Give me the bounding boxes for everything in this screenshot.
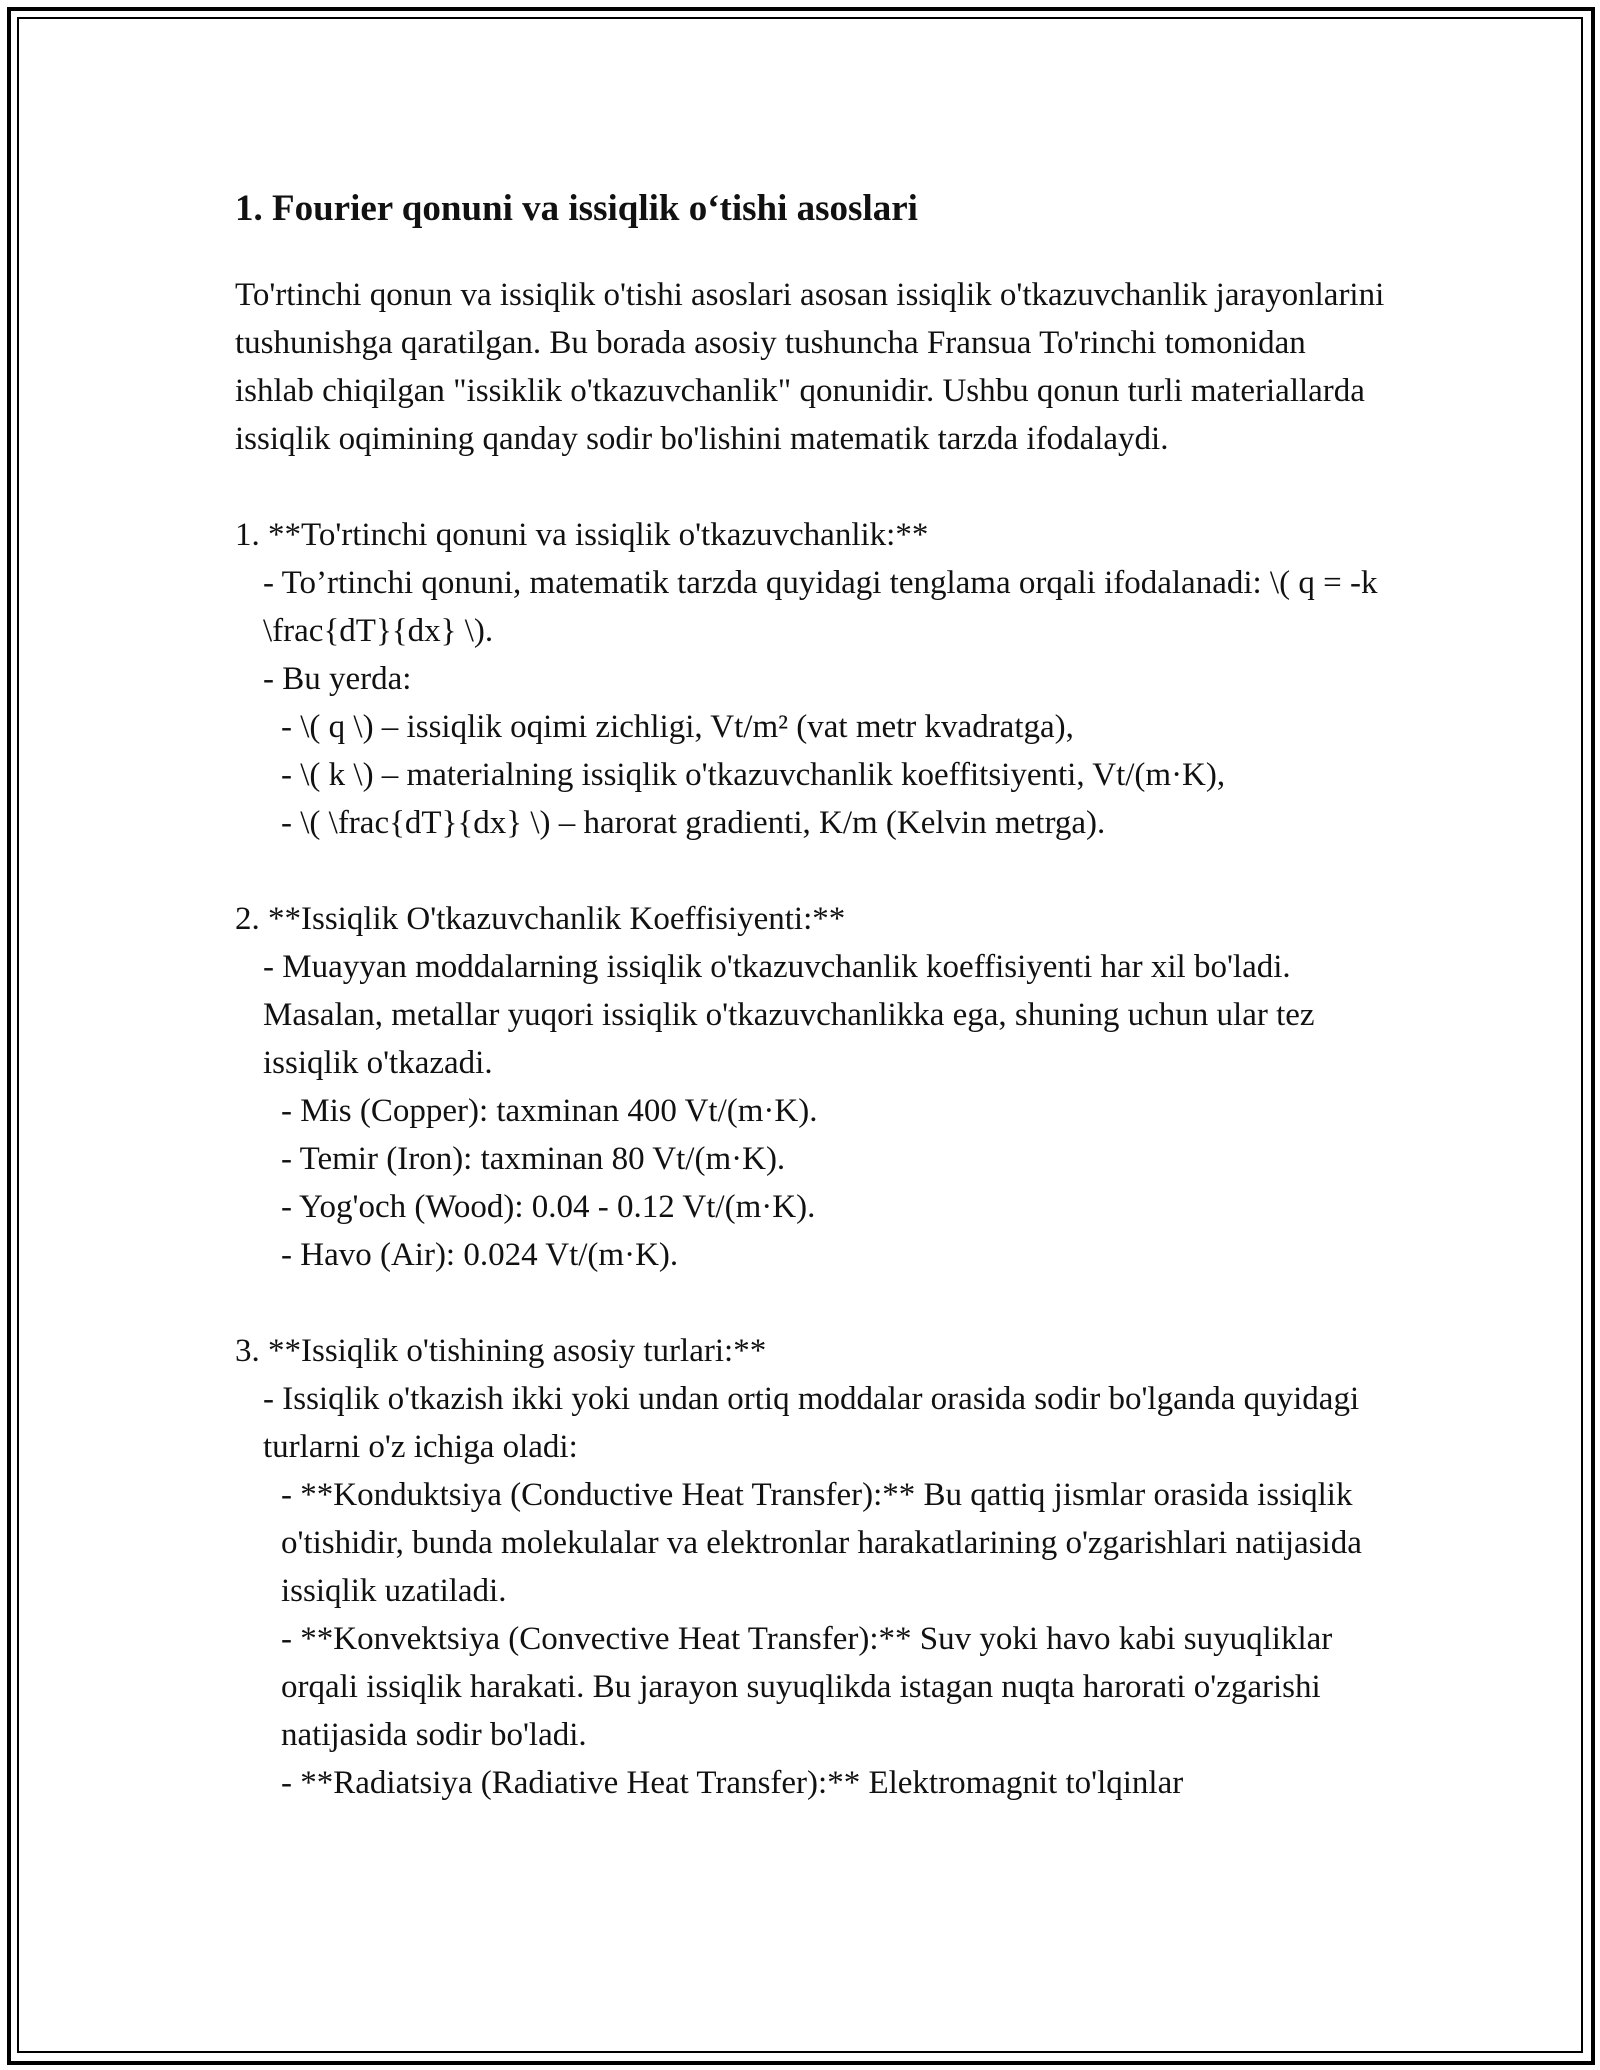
section-subline: - \( \frac{dT}{dx} \) – harorat gradienti, K/m (Kelvin metrga). [281,805,1106,841]
document-body [235,185,1385,1855]
section-line: - Bu yerda: [263,661,412,697]
section-subline: - Mis (Copper): taxminan 400 Vt/(m·K). [281,1093,818,1129]
section-subline: - \( q \) – issiqlik oqimi zichligi, Vt/m² (vat metr kvadratga), [281,709,1074,745]
section-subline: - Yog'och (Wood): 0.04 - 0.12 Vt/(m·K). [281,1189,816,1225]
section-subline: - **Radiatsiya (Radiative Heat Transfer):** Elektromagnit to'lqinlar [281,1765,1184,1801]
section-subline: - Havo (Air): 0.024 Vt/(m·K). [281,1237,679,1273]
section-subline: - **Konvektsiya (Convective Heat Transfer):** Suv yoki havo kabi suyuqliklar orqali issiqlik harakati. Bu jarayon suyuqlikda istagan nuqta harorati o'zgarishi natijasida sodir bo'ladi. [281,1621,1341,1753]
section-line: - Muayyan moddalarning issiqlik o'tkazuvchanlik koeffisiyenti har xil bo'ladi. Masalan, metallar yuqori issiqlik o'tkazuvchanlikka ega, shuning uchun ular tez issiqlik o'tkazadi. [263,949,1323,1081]
section-subline: - \( k \) – materialning issiqlik o'tkazuvchanlik koeffitsiyenti, Vt/(m·K), [281,757,1226,793]
section-heat-transfer-types [235,1327,1385,1807]
section-line: - To’rtinchi qonuni, matematik tarzda quyidagi tenglama orqali ifodalanadi: \( q = -k \frac{dT}{dx} \). [263,565,1386,649]
section-fourier-law [235,511,1385,847]
section-heading: 2. **Issiqlik O'tkazuvchanlik Koeffisiyenti:** [235,901,846,937]
section-subline: - **Konduktsiya (Conductive Heat Transfer):** Bu qattiq jismlar orasida issiqlik o'tishidir, bunda molekulalar va elektronlar harakatlarining o'zgarishlari natijasida issiqlik uzatiladi. [281,1477,1371,1609]
intro-paragraph: To'rtinchi qonun va issiqlik o'tishi asoslari asosan issiqlik o'tkazuvchanlik jarayonlarini tushunishga qaratilgan. Bu borada asosiy tushuncha Fransua To'rinchi tomonidan ishlab chiqilgan "issiklik o'tkazuvchanlik" qonunidir. Ushbu qonun turli materiallarda issiqlik oqimining qanday sodir bo'lishini matematik tarzda ifodalaydi. [235,277,1385,457]
section-subline: - Temir (Iron): taxminan 80 Vt/(m·K). [281,1141,786,1177]
section-conductivity-coefficient [235,895,1385,1279]
section-heading: 3. **Issiqlik o'tishining asosiy turlari:** [235,1333,767,1369]
section-heading: 1. **To'rtinchi qonuni va issiqlik o'tkazuvchanlik:** [235,517,929,553]
section-line: - Issiqlik o'tkazish ikki yoki undan ortiq moddalar orasida sodir bo'lganda quyidagi turlarni o'z ichiga oladi: [263,1381,1368,1465]
document-title: 1. Fourier qonuni va issiqlik o‘tishi asoslari [235,188,918,229]
